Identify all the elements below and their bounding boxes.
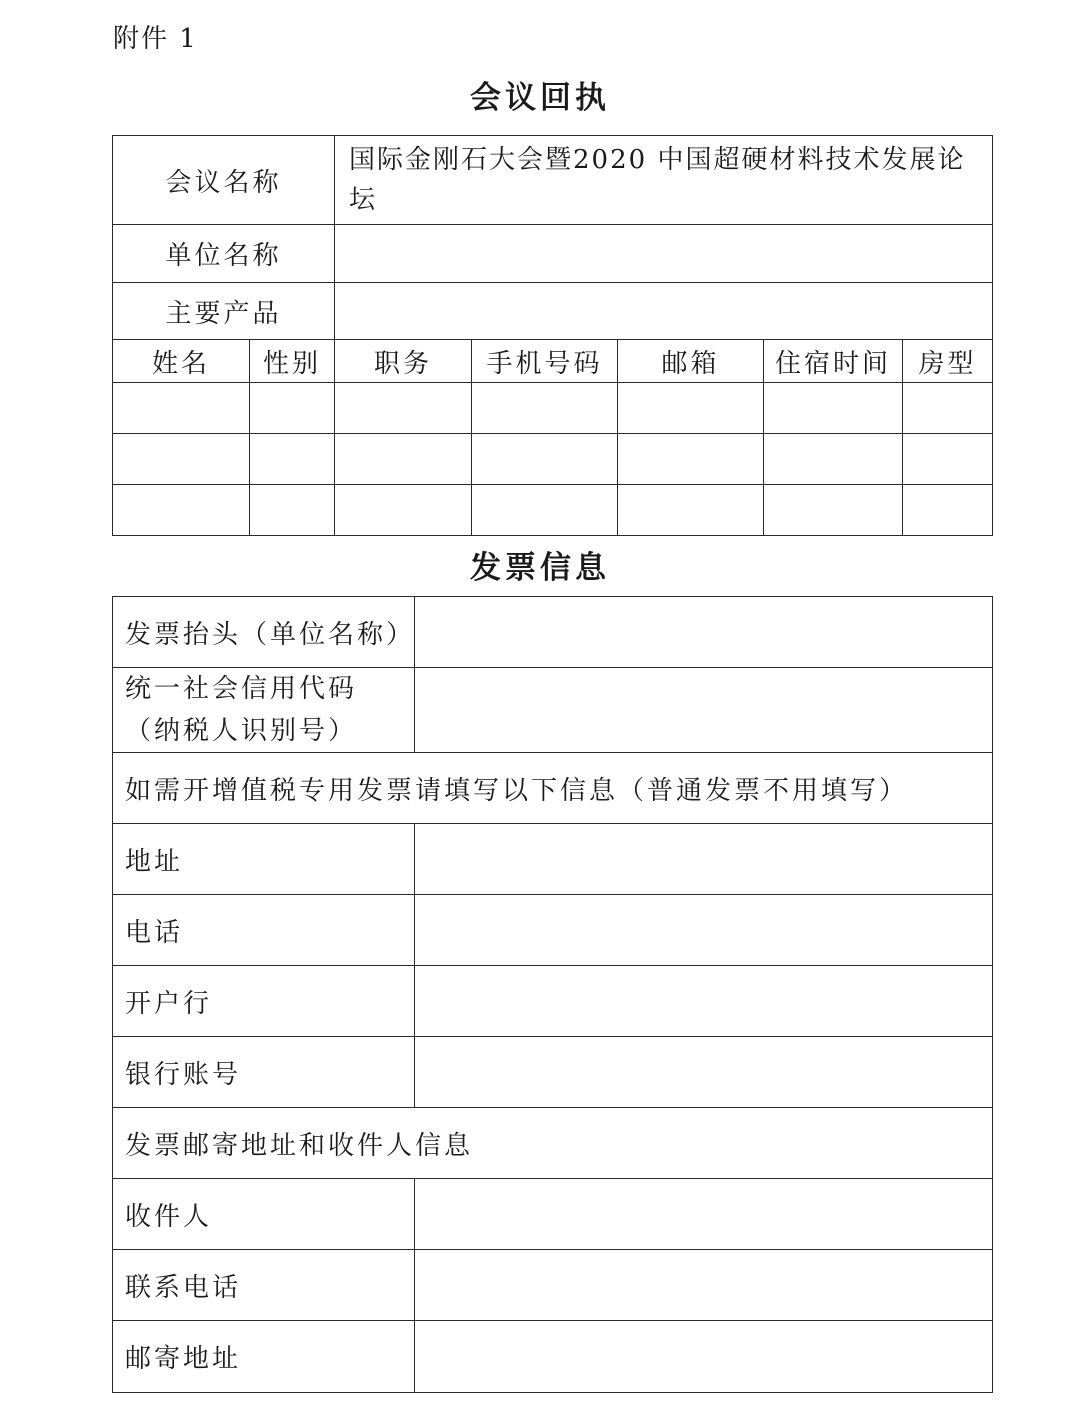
attendee-cell[interactable]	[472, 485, 618, 536]
attendee-row	[113, 383, 993, 434]
meeting-name-row	[113, 136, 993, 225]
mailing-address-input-cell[interactable]	[415, 1321, 993, 1393]
attendee-cell[interactable]	[472, 383, 618, 434]
attendee-header-row	[113, 340, 993, 383]
column-header-position: 职务	[335, 340, 472, 383]
attendee-cell[interactable]	[618, 383, 764, 434]
attendee-cell[interactable]	[335, 434, 472, 485]
company-row	[113, 225, 993, 283]
company-label: 单位名称	[113, 225, 335, 283]
attendee-cell[interactable]	[335, 485, 472, 536]
meeting-name-value: 国际金刚石大会暨2020 中国超硬材料技术发展论坛	[335, 136, 993, 225]
phone-row	[113, 895, 993, 966]
attendee-cell[interactable]	[335, 383, 472, 434]
company-input-cell[interactable]	[335, 225, 993, 283]
mailing-address-row	[113, 1321, 993, 1393]
attendee-cell[interactable]	[903, 434, 993, 485]
attendee-cell[interactable]	[903, 485, 993, 536]
mailing-note-row	[113, 1108, 993, 1179]
column-header-name: 姓名	[113, 340, 250, 383]
invoice-table	[112, 596, 993, 1393]
column-header-email: 邮箱	[618, 340, 764, 383]
attendee-cell[interactable]	[472, 434, 618, 485]
phone-label: 电话	[113, 895, 415, 966]
credit-code-label-line1: 统一社会信用代码	[125, 674, 358, 704]
bank-label: 开户行	[113, 966, 415, 1037]
mailing-note: 发票邮寄地址和收件人信息	[113, 1108, 993, 1179]
invoice-header-input-cell[interactable]	[415, 597, 993, 668]
credit-code-input-cell[interactable]	[415, 668, 993, 753]
attendee-cell[interactable]	[250, 434, 335, 485]
invoice-title: 发票信息	[470, 550, 610, 586]
attendee-cell[interactable]	[113, 383, 250, 434]
attachment-label: 附件 1	[113, 24, 198, 54]
attendee-row	[113, 434, 993, 485]
attendee-cell[interactable]	[618, 434, 764, 485]
receipt-title: 会议回执	[470, 80, 610, 116]
attendee-cell[interactable]	[764, 434, 903, 485]
recipient-row	[113, 1179, 993, 1250]
products-row	[113, 283, 993, 340]
credit-code-row	[113, 668, 993, 753]
invoice-header-label: 发票抬头（单位名称）	[113, 597, 415, 668]
attendee-cell[interactable]	[250, 485, 335, 536]
column-header-mobile: 手机号码	[472, 340, 618, 383]
recipient-label: 收件人	[113, 1179, 415, 1250]
attendee-cell[interactable]	[250, 383, 335, 434]
address-row	[113, 824, 993, 895]
column-header-room-type: 房型	[903, 340, 993, 383]
address-input-cell[interactable]	[415, 824, 993, 895]
column-header-stay-dates: 住宿时间	[764, 340, 903, 383]
contact-phone-input-cell[interactable]	[415, 1250, 993, 1321]
account-row	[113, 1037, 993, 1108]
attendee-cell[interactable]	[764, 383, 903, 434]
mailing-address-label: 邮寄地址	[113, 1321, 415, 1393]
attendee-row	[113, 485, 993, 536]
meeting-name-label: 会议名称	[113, 136, 335, 225]
vat-note: 如需开增值税专用发票请填写以下信息（普通发票不用填写）	[113, 753, 993, 824]
receipt-table	[112, 135, 993, 536]
credit-code-label	[113, 668, 415, 753]
attendee-cell[interactable]	[618, 485, 764, 536]
address-label: 地址	[113, 824, 415, 895]
phone-input-cell[interactable]	[415, 895, 993, 966]
account-label: 银行账号	[113, 1037, 415, 1108]
credit-code-label-line2: （纳税人识别号）	[125, 716, 358, 746]
bank-input-cell[interactable]	[415, 966, 993, 1037]
contact-phone-label: 联系电话	[113, 1250, 415, 1321]
attendee-cell[interactable]	[903, 383, 993, 434]
products-input-cell[interactable]	[335, 283, 993, 340]
account-input-cell[interactable]	[415, 1037, 993, 1108]
attendee-cell[interactable]	[113, 434, 250, 485]
attendee-cell[interactable]	[113, 485, 250, 536]
vat-note-row	[113, 753, 993, 824]
contact-phone-row	[113, 1250, 993, 1321]
invoice-header-row	[113, 597, 993, 668]
column-header-gender: 性别	[250, 340, 335, 383]
bank-row	[113, 966, 993, 1037]
products-label: 主要产品	[113, 283, 335, 340]
recipient-input-cell[interactable]	[415, 1179, 993, 1250]
attendee-cell[interactable]	[764, 485, 903, 536]
